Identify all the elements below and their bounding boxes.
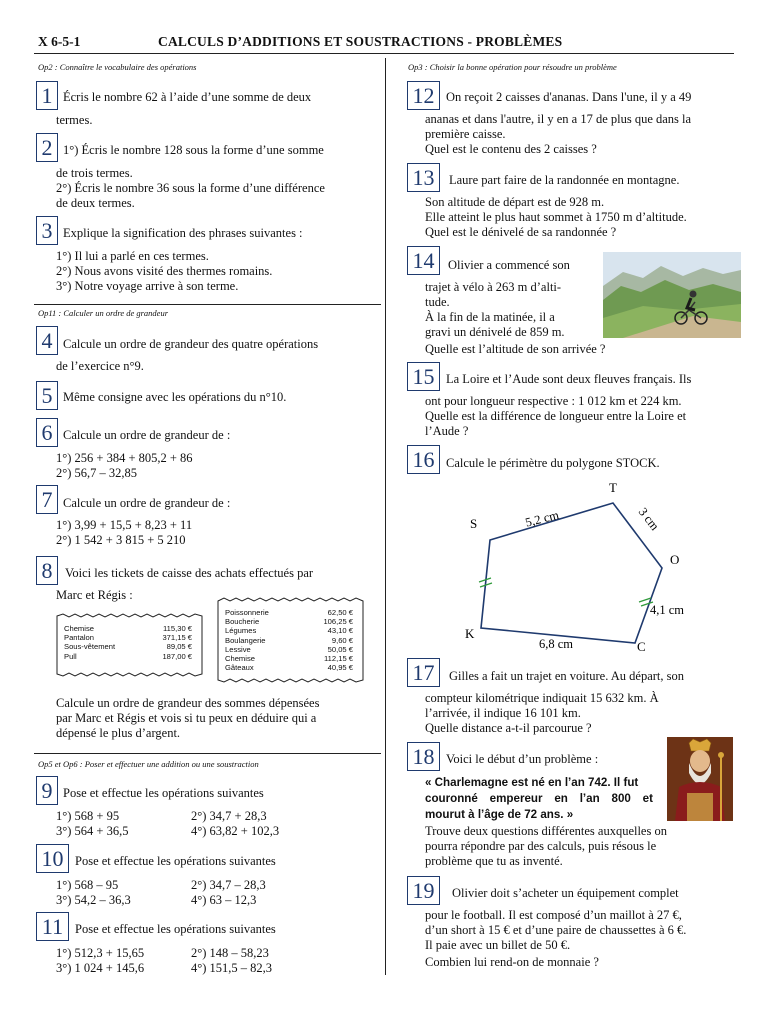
exercise-11-op-2: 2°) 148 – 58,23 [191, 946, 269, 960]
exercise-12-line-1: On reçoit 2 caisses d'ananas. Dans l'une, il y a 49 [446, 90, 692, 104]
receipt-line: Pantalon 371,15 € [64, 633, 192, 643]
exercise-17-line-3: l’arrivée, il indique 16 101 km. [425, 706, 581, 720]
receipt-line: Légumes 43,10 € [225, 626, 353, 636]
section-heading-op11: Op11 : Calculer un ordre de grandeur [38, 308, 169, 318]
receipt-line: Chemise 115,30 € [64, 624, 192, 633]
exercise-14-line-6: Quelle est l’altitude de son arrivée ? [425, 342, 606, 356]
receipt-line: Lessive 50,05 € [225, 644, 353, 654]
exercise-13-line-1: Laure part faire de la randonnée en montagne. [449, 173, 680, 187]
exercise-number-1: 1 [36, 81, 58, 110]
exercise-10-op-2: 2°) 34,7 – 28,3 [191, 878, 266, 892]
exercise-number-19: 19 [407, 876, 440, 905]
exercise-number-12: 12 [407, 81, 440, 110]
exercise-14-line-3: tude. [425, 295, 450, 309]
measure-to: 3 cm [635, 504, 662, 533]
measure-kc: 6,8 cm [539, 637, 574, 651]
exercise-17-line-1: Gilles a fait un trajet en voiture. Au départ, son [449, 669, 685, 683]
receipt-line: Poissonnerie 62,50 € [225, 608, 353, 617]
exercise-2-line-2: de trois termes. [56, 166, 133, 180]
exercise-2-line-4: de deux termes. [56, 196, 135, 210]
exercise-3-line-2: 1°) Il lui a parlé en ces termes. [56, 249, 209, 263]
exercise-number-18: 18 [407, 742, 440, 771]
exercise-8-line-5: dépensé le plus d’argent. [56, 726, 181, 740]
exercise-number-15: 15 [407, 362, 440, 391]
section-heading-op2: Op2 : Connaître le vocabulaire des opérations [38, 62, 197, 72]
exercise-19-line-4: Il paie avec un billet de 50 €. [425, 938, 571, 952]
exercise-number-6: 6 [36, 418, 58, 447]
exercise-10-op-1: 1°) 568 – 95 [56, 878, 119, 892]
receipt-line: Boucherie 106,25 € [225, 617, 353, 627]
exercise-14-line-1: Olivier a commencé son [448, 258, 570, 272]
exercise-number-17: 17 [407, 658, 440, 687]
exercise-9-op-2: 2°) 34,7 + 28,3 [191, 809, 267, 823]
exercise-number-16: 16 [407, 445, 440, 474]
exercise-19-line-5: Combien lui rend-on de monnaie ? [425, 955, 599, 969]
exercise-number-13: 13 [407, 163, 440, 192]
vertex-label-o: O [670, 552, 680, 567]
vertex-label-k: K [465, 626, 475, 641]
exercise-13-line-2: Son altitude de départ est de 928 m. [425, 195, 605, 209]
exercise-14-line-5: gravi un dénivelé de 859 m. [425, 325, 565, 339]
exercise-8-line-2: Marc et Régis : [56, 588, 133, 602]
polygon-stock-figure [455, 478, 715, 658]
measure-oc: 4,1 cm [650, 603, 685, 617]
exercise-9-op-1: 1°) 568 + 95 [56, 809, 120, 823]
exercise-6-line-1: Calcule un ordre de grandeur de : [63, 428, 231, 442]
exercise-12-line-4: Quel est le contenu des 2 caisses ? [425, 142, 597, 156]
exercise-number-14: 14 [407, 246, 440, 275]
exercise-11-op-4: 4°) 151,5 – 82,3 [191, 961, 273, 975]
exercise-12-line-2: ananas et dans l'autre, il y en a 17 de plus que dans la [425, 112, 692, 126]
exercise-number-9: 9 [36, 776, 58, 805]
exercise-15-line-3: Quelle est la différence de longueur entre la Loire et [425, 409, 687, 423]
section-heading-op5-op6: Op5 et Op6 : Poser et effectuer une addition ou une soustraction [38, 759, 259, 769]
exercise-number-11: 11 [36, 912, 69, 941]
exercise-19-line-1: Olivier doit s’acheter un équipement complet [452, 886, 679, 900]
exercise-18-line-3: pourra répondre par des calculs, puis résous le [425, 839, 657, 853]
exercise-11-op-1: 1°) 512,3 + 15,65 [56, 946, 145, 960]
exercise-8-line-4: par Marc et Régis et vois si tu peux en déduire qui a [56, 711, 317, 725]
header-rule [34, 53, 734, 54]
exercise-number-4: 4 [36, 326, 58, 355]
exercise-9-line-1: Pose et effectue les opérations suivantes [63, 786, 264, 800]
exercise-4-line-2: de l’exercice n°9. [56, 359, 144, 373]
receipt-regis [225, 608, 353, 672]
exercise-17-line-2: compteur kilométrique indiquait 15 632 km. À [425, 691, 659, 705]
exercise-12-line-3: première caisse. [425, 127, 506, 141]
exercise-10-line-1: Pose et effectue les opérations suivantes [75, 854, 276, 868]
exercise-2-line-3: 2°) Écris le nombre 36 sous la forme d’une différence [56, 181, 325, 195]
exercise-number-8: 8 [36, 556, 58, 585]
exercise-19-line-3: d’un short à 15 € et d’une paire de chaussettes à 6 €. [425, 923, 687, 937]
exercise-7-line-1: Calcule un ordre de grandeur de : [63, 496, 231, 510]
exercise-9-op-3: 3°) 564 + 36,5 [56, 824, 129, 838]
exercise-18-quote-line-1: « Charlemagne est né en l’an 742. Il fut [425, 776, 639, 789]
exercise-sheet-code: X 6-5-1 [38, 34, 81, 49]
exercise-14-line-4: À la fin de la matinée, il a [425, 310, 555, 324]
exercise-4-line-1: Calcule un ordre de grandeur des quatre opérations [63, 337, 319, 351]
exercise-15-line-2: ont pour longueur respective : 1 012 km et 224 km. [425, 394, 682, 408]
exercise-number-2: 2 [36, 133, 58, 162]
vertex-label-c: C [637, 639, 646, 654]
exercise-19-line-2: pour le football. Il est composé d’un maillot à 27 €, [425, 908, 682, 922]
exercise-17-line-4: Quelle distance a-t-il parcourue ? [425, 721, 592, 735]
page-title: CALCULS D’ADDITIONS ET SOUSTRACTIONS - PROBLÈMES [158, 34, 563, 49]
exercise-number-7: 7 [36, 485, 58, 514]
exercise-1-line-1: Écris le nombre 62 à l’aide d’une somme de deux [63, 90, 312, 104]
exercise-7-line-2: 1°) 3,99 + 15,5 + 8,23 + 11 [56, 518, 193, 532]
vertex-label-t: T [609, 480, 617, 495]
exercise-13-line-4: Quel est le dénivelé de sa randonnée ? [425, 225, 617, 239]
exercise-15-line-4: l’Aude ? [425, 424, 469, 438]
exercise-10-op-3: 3°) 54,2 – 36,3 [56, 893, 131, 907]
exercise-10-op-4: 4°) 63 – 12,3 [191, 893, 257, 907]
polygon-stock [481, 503, 662, 643]
exercise-3-line-1: Explique la signification des phrases suivantes : [63, 226, 303, 240]
exercise-18-line-1: Voici le début d’un problème : [446, 752, 599, 766]
exercise-18-quote-line-2: couronné empereur en l’an 800 et [425, 792, 653, 805]
cyclist-mountain-photo [603, 252, 741, 338]
measure-st: 5,2 cm [523, 507, 561, 530]
exercise-15-line-1: La Loire et l’Aude sont deux fleuves français. Ils [446, 372, 692, 386]
section-heading-op3: Op3 : Choisir la bonne opération pour résoudre un problème [408, 62, 617, 72]
exercise-number-3: 3 [36, 216, 58, 245]
exercise-8-line-1: Voici les tickets de caisse des achats effectués par [65, 566, 314, 580]
exercise-18-line-2: Trouve deux questions différentes auxquelles on [425, 824, 667, 838]
exercise-number-5: 5 [36, 381, 58, 410]
exercise-5-line-1: Même consigne avec les opérations du n°10. [63, 390, 287, 404]
exercise-8-line-3: Calcule un ordre de grandeur des sommes dépensées [56, 696, 320, 710]
section-rule [34, 304, 381, 305]
vertex-label-s: S [470, 516, 478, 531]
receipt-line: Gâteaux 40,95 € [225, 663, 353, 673]
exercise-13-line-3: Elle atteint le plus haut sommet à 1750 m d’altitude. [425, 210, 687, 224]
exercise-18-quote-line-3: mourut à l’âge de 72 ans. » [425, 808, 574, 821]
exercise-6-line-2: 1°) 256 + 384 + 805,2 + 86 [56, 451, 193, 465]
exercise-number-10: 10 [36, 844, 69, 873]
receipt-line: Chemise 112,15 € [225, 654, 353, 664]
receipt-line: Sous-vêtement 89,05 € [64, 642, 192, 652]
column-divider [385, 58, 386, 975]
exercise-18-line-4: problème que tu as inventé. [425, 854, 563, 868]
receipt-line: Pull 187,00 € [64, 651, 192, 661]
exercise-9-op-4: 4°) 63,82 + 102,3 [191, 824, 280, 838]
exercise-3-line-3: 2°) Nous avons visité des thermes romains. [56, 264, 273, 278]
exercise-1-line-2: termes. [56, 113, 93, 127]
exercise-3-line-4: 3°) Notre voyage arrive à son terme. [56, 279, 239, 293]
charlemagne-portrait [667, 737, 733, 821]
exercise-6-line-3: 2°) 56,7 – 32,85 [56, 466, 138, 480]
exercise-11-op-3: 3°) 1 024 + 145,6 [56, 961, 145, 975]
receipt-line: Boulangerie 9,60 € [225, 635, 353, 645]
exercise-14-line-2: trajet à vélo à 263 m d’alti- [425, 280, 562, 294]
exercise-16-line-1: Calcule le périmètre du polygone STOCK. [446, 456, 660, 470]
exercise-11-line-1: Pose et effectue les opérations suivantes [75, 922, 276, 936]
exercise-7-line-3: 2°) 1 542 + 3 815 + 5 210 [56, 533, 186, 547]
receipt-marc [64, 624, 192, 661]
section-rule [34, 753, 381, 754]
exercise-2-line-1: 1°) Écris le nombre 128 sous la forme d’une somme [63, 143, 324, 157]
